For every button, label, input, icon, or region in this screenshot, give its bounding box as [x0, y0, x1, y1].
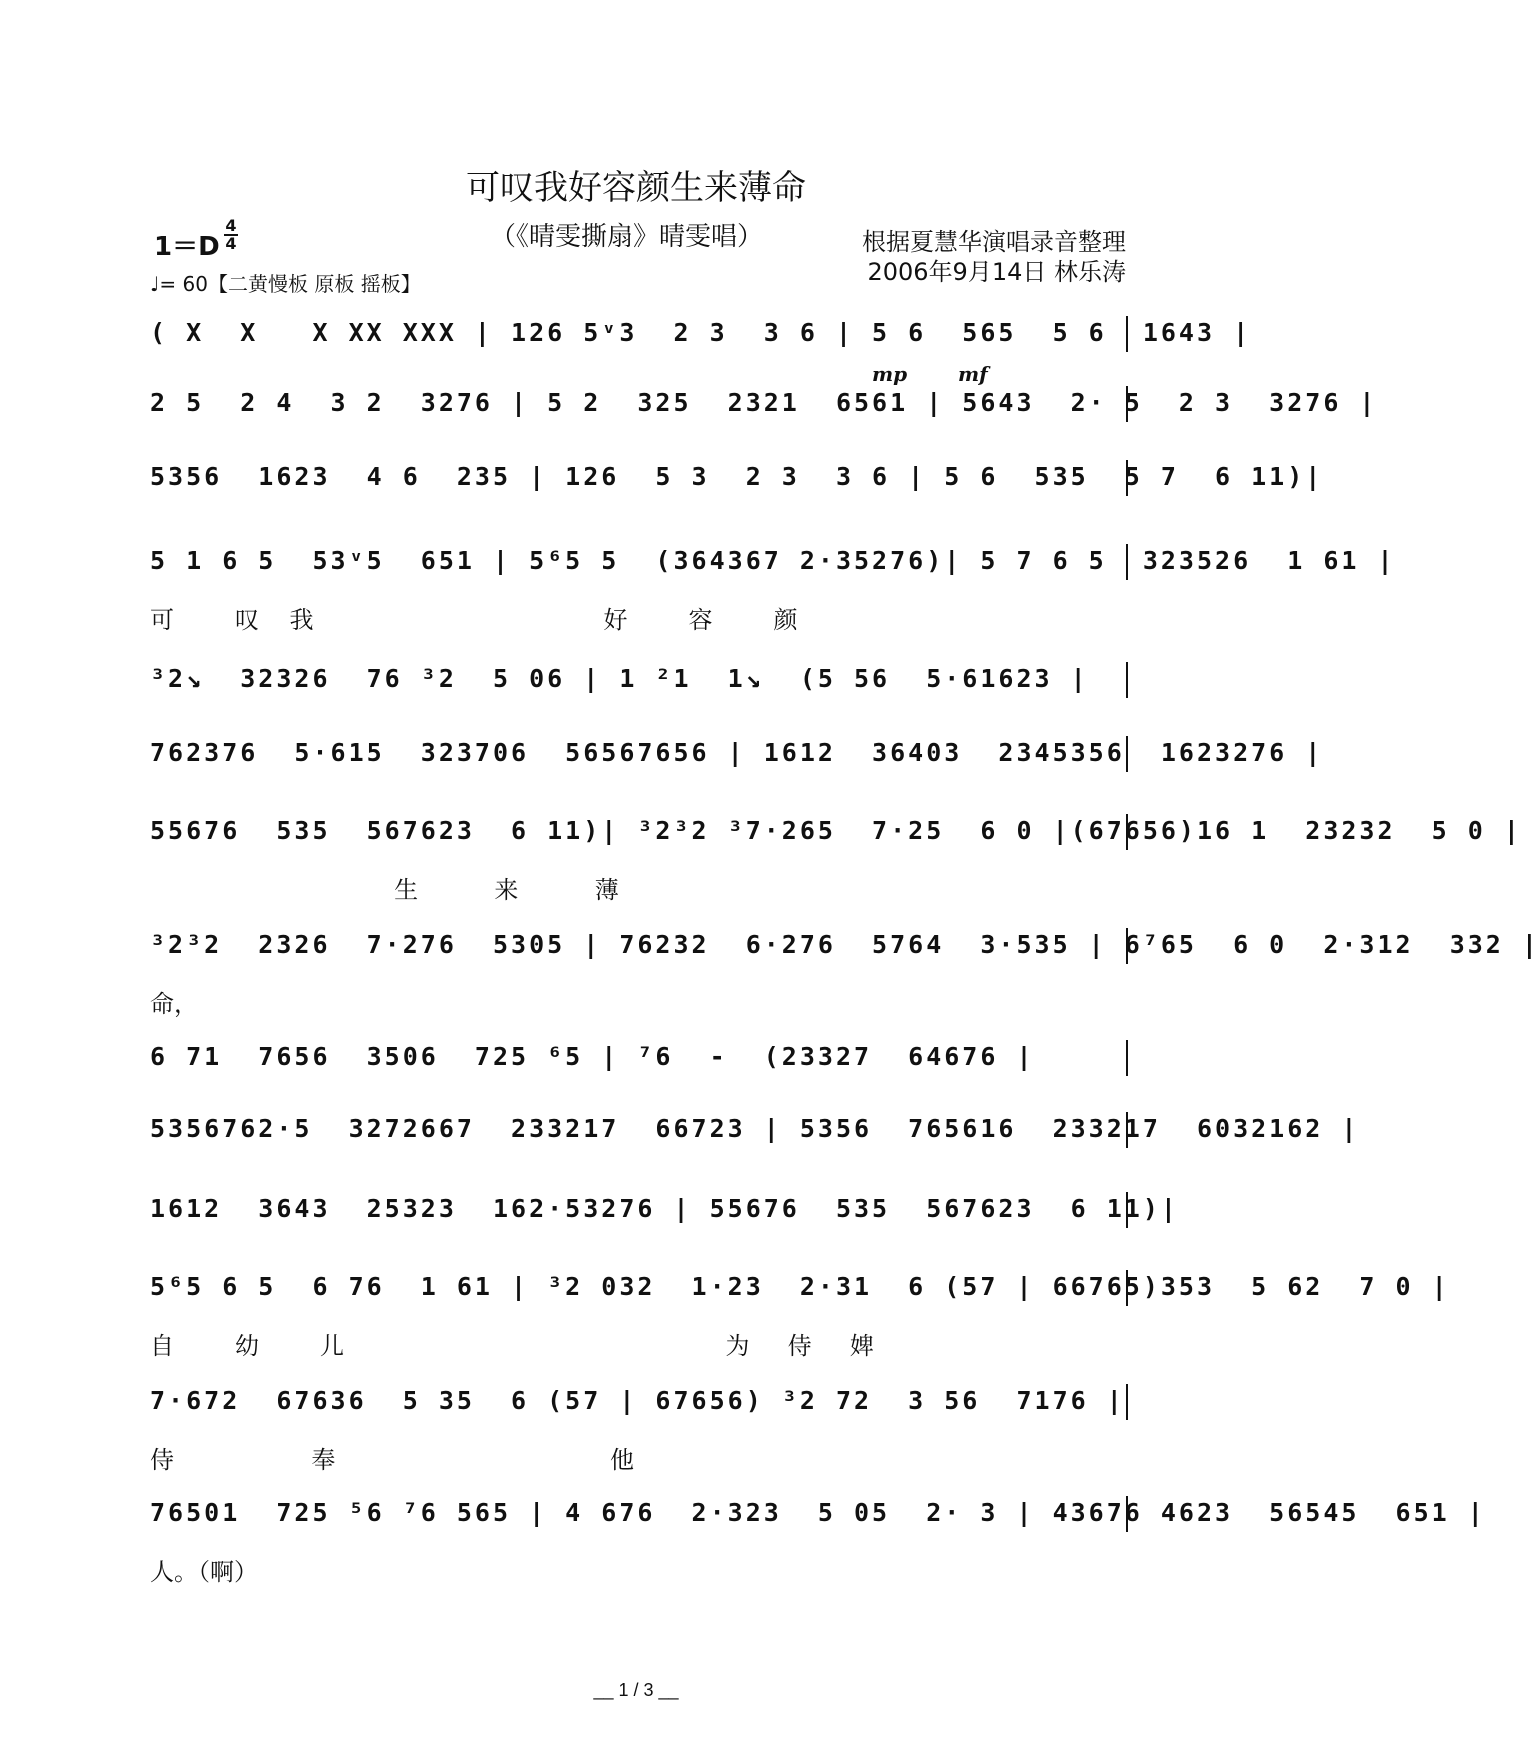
lyrics-line: 命， — [150, 990, 198, 1018]
end-barline — [1126, 460, 1128, 496]
end-barline — [1126, 316, 1128, 352]
tempo-marking: ♩= 60【二黄慢板 原板 摇板】 — [150, 272, 421, 296]
dynamic-mf: mf — [958, 362, 988, 386]
dynamic-mp: mp — [872, 362, 908, 386]
transcription-source: 根据夏慧华演唱录音整理 — [862, 228, 1126, 256]
time-signature-top: 4 — [225, 216, 237, 235]
staff-line: 2 5 2 4 3 2 3276 | 5 2 325 2321 6561 | 5643 2· 5 2 3 3276 | — [150, 388, 1378, 417]
end-barline — [1126, 1192, 1128, 1228]
lyrics-line: 侍 奉 他 — [150, 1446, 634, 1474]
song-title: 可叹我好容颜生来薄命 — [466, 168, 806, 208]
song-subtitle: （《晴雯撕扇》晴雯唱） — [490, 222, 764, 252]
time-signature-bottom: 4 — [225, 234, 237, 253]
staff-line: ( X X X XX XXX | 126 5ᵛ3 2 3 3 6 | 5 6 565 5 6 1643 | — [150, 318, 1252, 347]
end-barline — [1126, 544, 1128, 580]
date-author: 2006年9月14日 林乐涛 — [867, 258, 1126, 286]
end-barline — [1126, 1040, 1128, 1076]
time-signature — [224, 218, 238, 252]
staff-line: 762376 5·615 323706 56567656 | 1612 36403 2345356 1623276 | — [150, 738, 1324, 767]
staff-line: 5356762·5 3272667 233217 66723 | 5356 765616 233217 6032162 | — [150, 1114, 1360, 1143]
staff-line: 1612 3643 25323 162·53276 | 55676 535 567623 6 11)| — [150, 1194, 1179, 1223]
staff-line: 76501 725 ⁵6 ⁷6 565 | 4 676 2·323 5 05 2· 3 | 43676 4623 56545 651 | — [150, 1498, 1486, 1527]
end-barline — [1126, 814, 1128, 850]
lyrics-line: 人。（啊） — [150, 1558, 258, 1586]
lyrics-line: 可 叹 我 好 容 颜 — [150, 606, 798, 634]
end-barline — [1126, 1270, 1128, 1306]
key-signature: 1＝D — [154, 232, 220, 262]
end-barline — [1126, 1384, 1128, 1420]
lyrics-line: 生 来 薄 — [150, 876, 619, 904]
end-barline — [1126, 662, 1128, 698]
staff-line: ³2↘ 32326 76 ³2 5 06 | 1 ²1 1↘ (5 56 5·61623 | — [150, 664, 1089, 693]
end-barline — [1126, 386, 1128, 422]
staff-line: 6 71 7656 3506 725 ⁶5 | ⁷6 - (23327 64676 | — [150, 1042, 1035, 1071]
page-number: __ 1 / 3 __ — [593, 1680, 679, 1700]
staff-line: 7·672 67636 5 35 6 (57 | 67656) ³2 72 3 56 7176 | — [150, 1386, 1125, 1415]
staff-line: 5⁶5 6 5 6 76 1 61 | ³2 032 1·23 2·31 6 (57 | 66765)353 5 62 7 0 | — [150, 1272, 1450, 1301]
end-barline — [1126, 1112, 1128, 1148]
lyrics-line: 自 幼 儿 为 侍 婢 — [150, 1332, 874, 1360]
staff-line: ³2³2 2326 7·276 5305 | 76232 6·276 5764 3·535 | 6⁷65 6 0 2·312 332 | — [150, 930, 1540, 959]
end-barline — [1126, 928, 1128, 964]
staff-line: 5356 1623 4 6 235 | 126 5 3 2 3 3 6 | 5 6 535 5 7 6 11)| — [150, 462, 1324, 491]
end-barline — [1126, 736, 1128, 772]
end-barline — [1126, 1496, 1128, 1532]
staff-line: 55676 535 567623 6 11)| ³2³2 ³7·265 7·25 6 0 |(67656)16 1 23232 5 0 | — [150, 816, 1522, 845]
staff-line: 5 1 6 5 53ᵛ5 651 | 5⁶5 5 (364367 2·35276)| 5 7 6 5 323526 1 61 | — [150, 546, 1396, 575]
